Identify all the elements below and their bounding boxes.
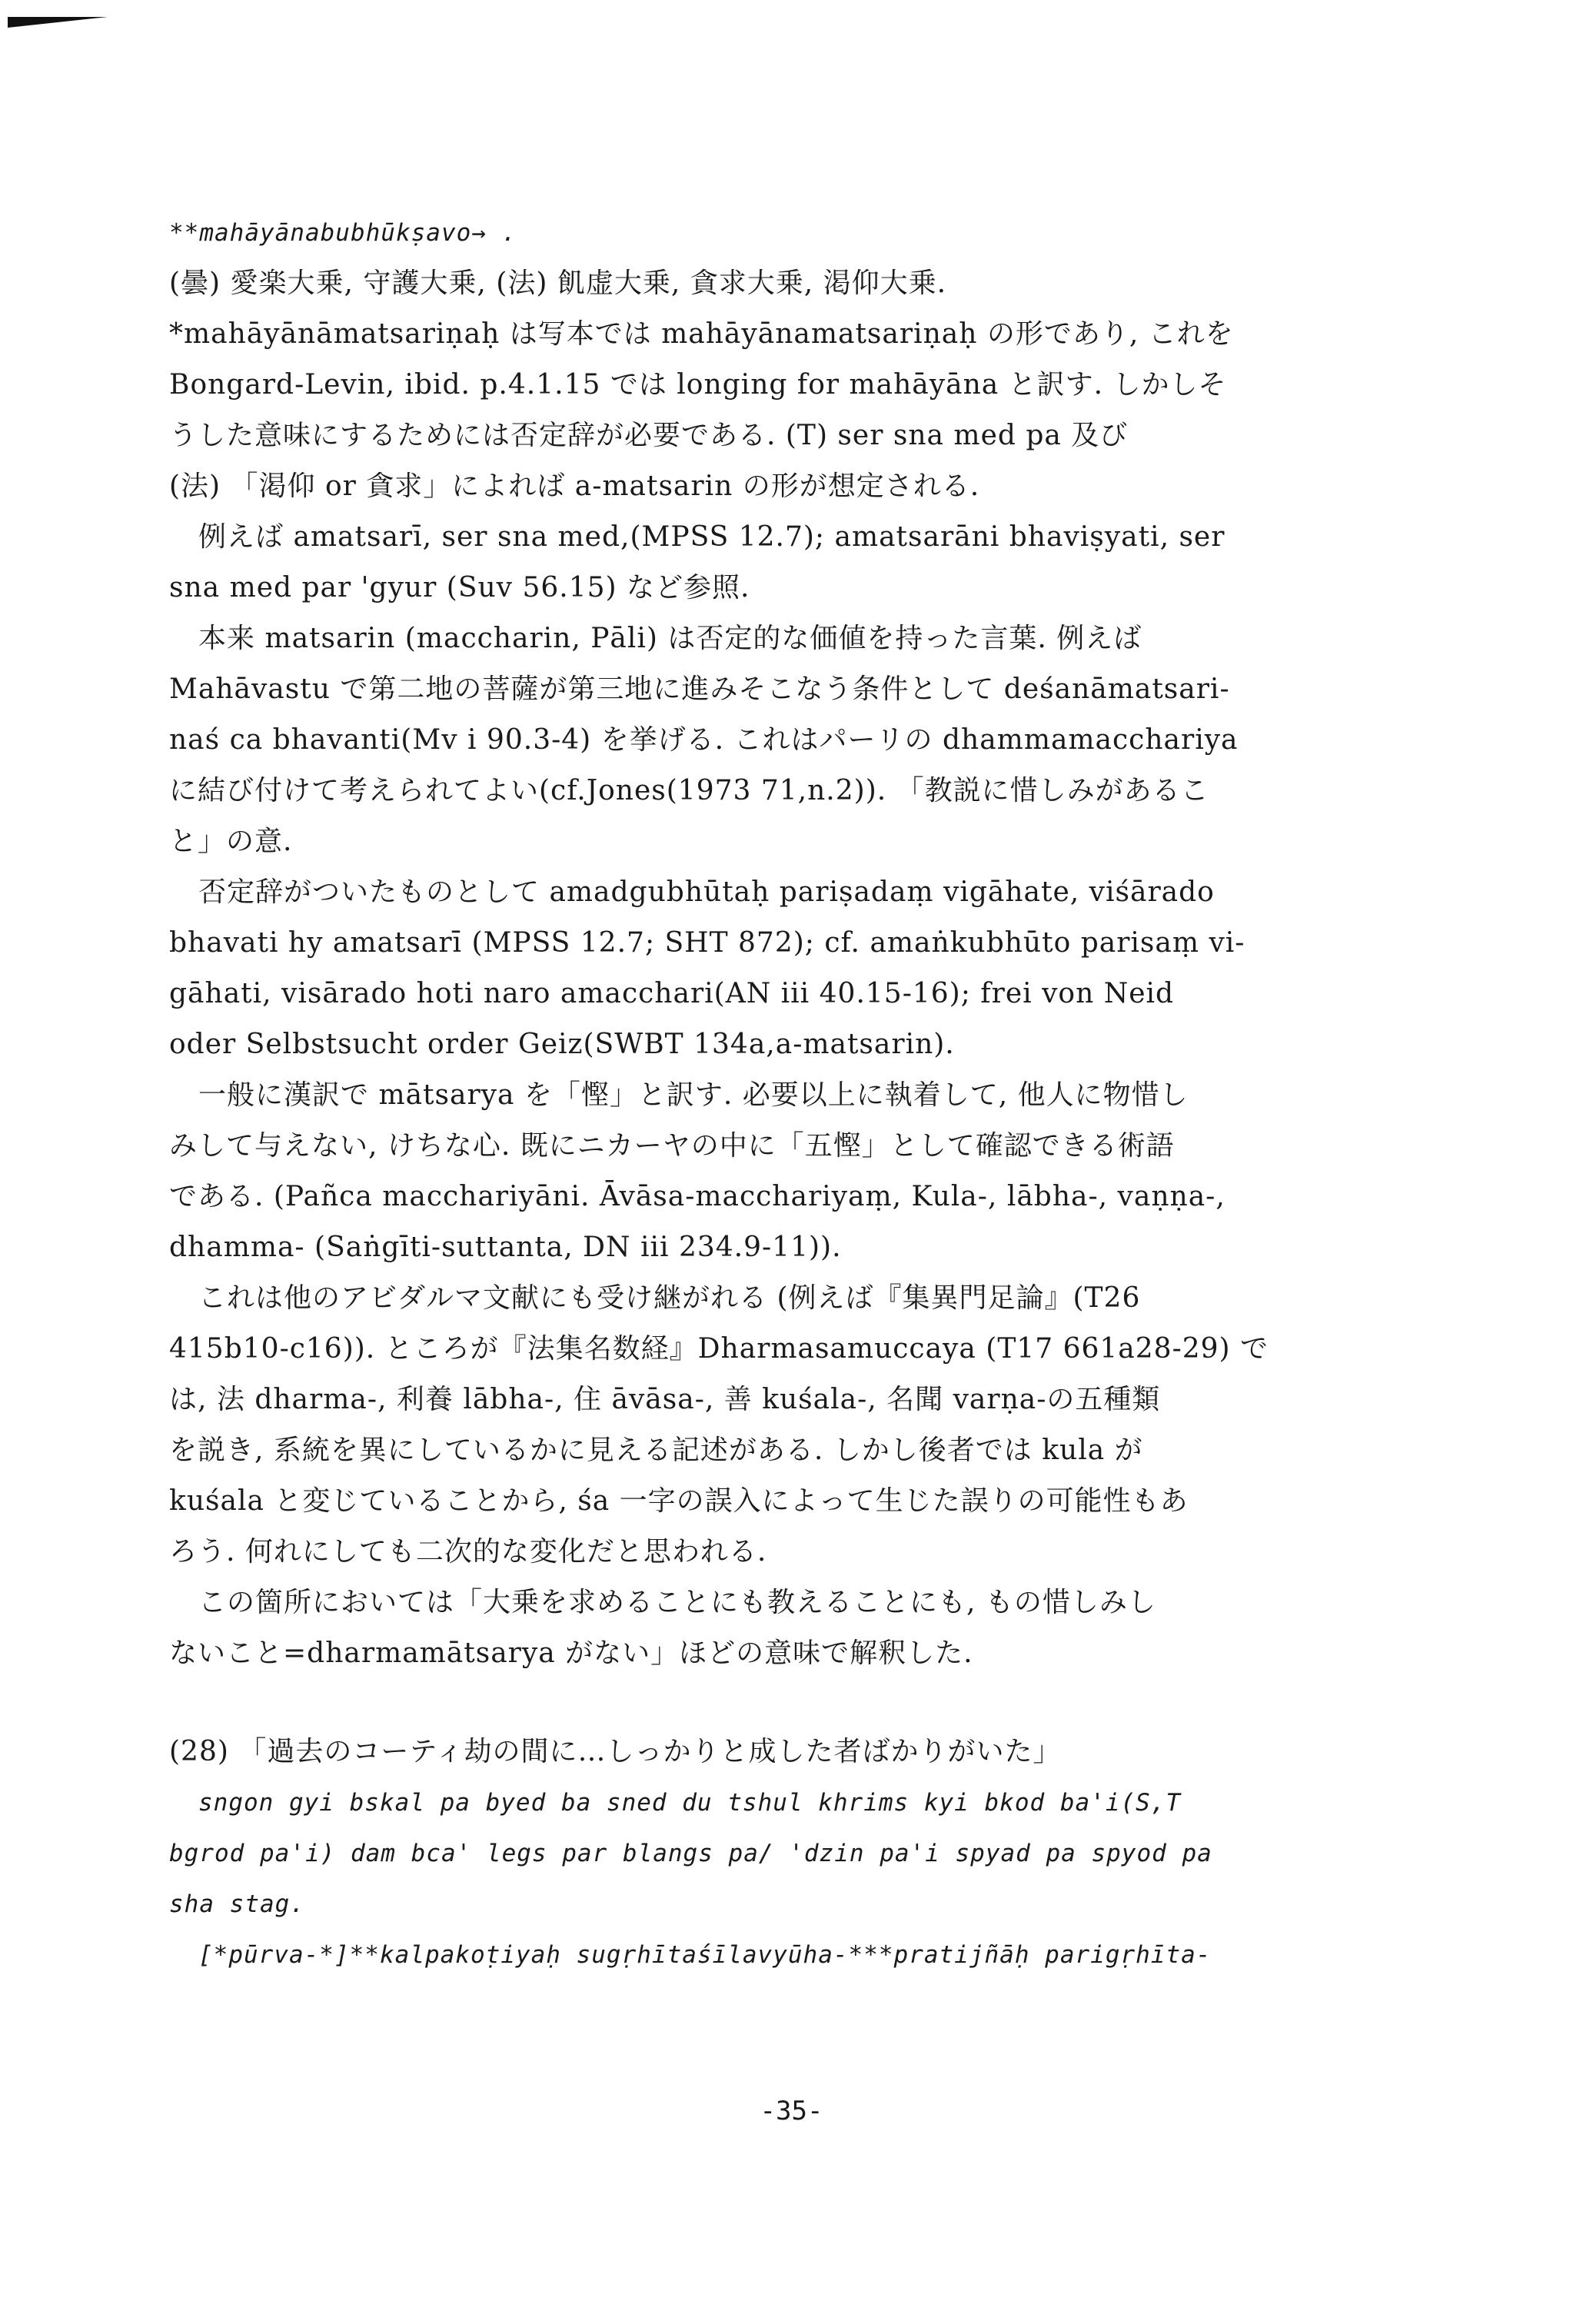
text-line-3: *mahāyānāmatsariṇaḥ は写本では mahāyānamatsariṇaḥ の形であり, これを [169, 318, 1234, 350]
text-line-12: に結び付けて考えられてよい(cf.Jones(1973 71,n.2)). 「教説に惜しみがあるこ [169, 775, 1209, 806]
note-28-heading: (28) 「過去のコーティ劫の間に…しっかりと成した者ばかりがいた」 [169, 1736, 1062, 1767]
text-line-29: ないこと=dharmamātsarya がない」ほどの意味で解釈した. [169, 1637, 973, 1669]
text-line-26: kuśala と変じていることから, śa 一字の誤入によって生じた誤りの可能性もあ [169, 1485, 1189, 1517]
text-line-10: Mahāvastu で第二地の菩薩が第三地に進みそこなう条件として deśanāmatsari- [169, 673, 1230, 705]
text-line-21: dhamma- (Saṅgīti-suttanta, DN iii 234.9-11)). [169, 1232, 842, 1263]
text-line-23: 415b10-c16)). ところが『法集名数経』Dharmasamuccaya (T17 661a28-29) で [169, 1333, 1269, 1365]
text-line-11: naś ca bhavanti(Mv i 90.3-4) を挙げる. これはパーリの dhammamacchariya [169, 724, 1239, 756]
text-line-16: gāhati, visārado hoti naro amacchari(AN iii 40.15-16); frei von Neid [169, 978, 1175, 1009]
text-line-1: **mahāyānabubhūkṣavo→ . [169, 219, 517, 247]
text-line-14: 否定辞がついたものとして amadgubhūtaḥ pariṣadaṃ vigāhate, viśārado [198, 876, 1215, 908]
text-line-32: bgrod pa'i) dam bca' legs par blangs pa/ 'dzin pa'i spyad pa spyod pa [169, 1840, 1212, 1867]
text-line-20: である. (Pañca macchariyāni. Āvāsa-macchariyaṃ, Kula-, lābha-, vaṇṇa-, [169, 1181, 1225, 1212]
page-number: -35- [760, 2096, 823, 2126]
text-line-6: (法) 「渇仰 or 貪求」によれば a-matsarin の形が想定される. [169, 470, 980, 502]
text-line-8: sna med par 'gyur (Suv 56.15) など参照. [169, 572, 750, 603]
text-line-22: これは他のアビダルマ文献にも受け継がれる (例えば『集異門足論』(T26 [198, 1282, 1141, 1314]
text-line-17: oder Selbstsucht order Geiz(SWBT 134a,a-matsarin). [169, 1029, 955, 1060]
text-line-28: この箇所においては「大乗を求めることにも教えることにも, もの惜しみし [198, 1587, 1156, 1618]
text-line-34: [*pūrva-*]**kalpakoṭiyaḥ sugṛhītaśīlavyūha-***pratijñāḥ parigṛhīta- [198, 1941, 1212, 1969]
text-line-9: 本来 matsarin (maccharin, Pāli) は否定的な価値を持った言葉. 例えば [198, 623, 1142, 654]
paragraph-gap [169, 1679, 1368, 1727]
text-line-19: みして与えない, けちな心. 既にニカーヤの中に「五慳」として確認できる術語 [169, 1130, 1175, 1162]
text-line-18: 一般に漢訳で mātsarya を「慳」と訳す. 必要以上に執着して, 他人に物惜し [198, 1079, 1189, 1111]
text-line-24: は, 法 dharma-, 利養 lābha-, 住 āvāsa-, 善 kuśala-, 名聞 varṇa-の五種類 [169, 1384, 1161, 1415]
document-body [169, 208, 1368, 1980]
corner-mark [8, 17, 108, 38]
text-line-15: bhavati hy amatsarī (MPSS 12.7; SHT 872); cf. amaṅkubhūto parisaṃ vi- [169, 927, 1245, 959]
text-line-31: sngon gyi bskal pa byed ba sned du tshul khrims kyi bkod ba'i(S,T [198, 1789, 1182, 1817]
text-line-4: Bongard-Levin, ibid. p.4.1.15 では longing for mahāyāna と訳す. しかしそ [169, 369, 1227, 401]
text-line-13: と」の意. [169, 826, 293, 857]
text-line-7: 例えば amatsarī, ser sna med,(MPSS 12.7); amatsarāni bhaviṣyati, ser [198, 521, 1225, 553]
text-line-25: を説き, 系統を異にしているかに見える記述がある. しかし後者では kula が [169, 1435, 1143, 1466]
text-line-27: ろう. 何れにしても二次的な変化だと思われる. [169, 1536, 767, 1568]
text-line-33: sha stag. [169, 1890, 305, 1918]
text-line-5: うした意味にするためには否定辞が必要である. (T) ser sna med pa 及び [169, 420, 1129, 451]
text-line-2: (曇) 愛楽大乗, 守護大乗, (法) 飢虚大乗, 貪求大乗, 渇仰大乗. [169, 268, 947, 299]
